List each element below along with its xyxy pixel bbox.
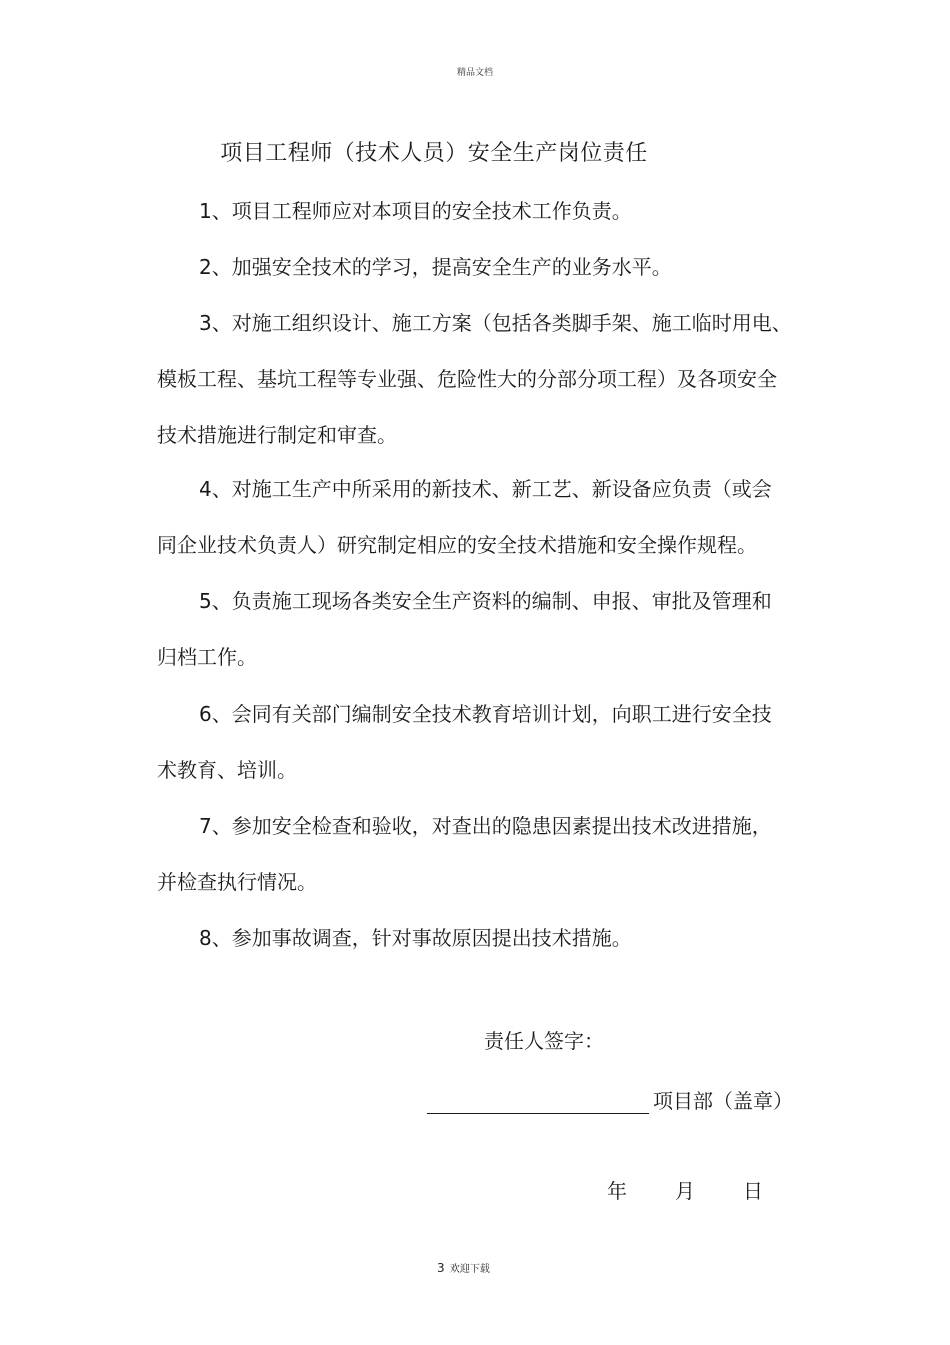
signer-label: 责任人签字： <box>484 1029 604 1053</box>
list-item <box>115 798 795 910</box>
item-line: 5、负责施工现场各类安全生产资料的编制、申报、审批及管理和 <box>199 589 772 613</box>
item-line: 并检查执行情况。 <box>157 870 317 894</box>
list-item <box>115 573 795 685</box>
list-item <box>115 686 795 798</box>
item-line: 1、项目工程师应对本项目的安全技术工作负责。 <box>199 199 632 223</box>
stamp-row <box>427 1085 793 1114</box>
item-line: 同企业技术负责人）研究制定相应的安全技术措施和安全操作规程。 <box>157 533 757 557</box>
signature-line <box>427 1091 649 1114</box>
date-year: 年 <box>607 1179 627 1203</box>
item-line: 3、对施工组织设计、施工方案（包括各类脚手架、施工临时用电、 <box>199 311 792 335</box>
document-title: 项目工程师（技术人员）安全生产岗位责任 <box>220 141 648 166</box>
footer-text: 欢迎下载 <box>449 1264 490 1275</box>
item-line: 模板工程、基坑工程等专业强、危险性大的分部分项工程）及各项安全 <box>157 367 777 391</box>
date-row <box>607 1175 763 1204</box>
list-item <box>115 239 795 295</box>
item-line: 6、会同有关部门编制安全技术教育培训计划，向职工进行安全技 <box>199 702 772 726</box>
list-item <box>115 183 795 239</box>
item-line: 2、加强安全技术的学习，提高安全生产的业务水平。 <box>199 255 672 279</box>
list-item <box>115 295 795 463</box>
date-month: 月 <box>675 1179 695 1203</box>
item-line: 4、对施工生产中所采用的新技术、新工艺、新设备应负责（或会 <box>199 477 772 501</box>
list-item <box>115 910 795 966</box>
item-line: 术教育、培训。 <box>157 758 297 782</box>
department-label: 项目部（盖章） <box>653 1089 793 1113</box>
item-line: 7、参加安全检查和验收，对查出的隐患因素提出技术改进措施， <box>199 814 772 838</box>
item-line: 8、参加事故调查，针对事故原因提出技术措施。 <box>199 926 632 950</box>
list-item <box>115 461 795 573</box>
page-number: 3 <box>437 1261 445 1275</box>
item-line: 技术措施进行制定和审查。 <box>157 423 397 447</box>
page-footer <box>437 1260 490 1275</box>
item-line: 归档工作。 <box>157 645 257 669</box>
page-header: 精品文档 <box>456 68 493 78</box>
date-day: 日 <box>743 1179 763 1203</box>
